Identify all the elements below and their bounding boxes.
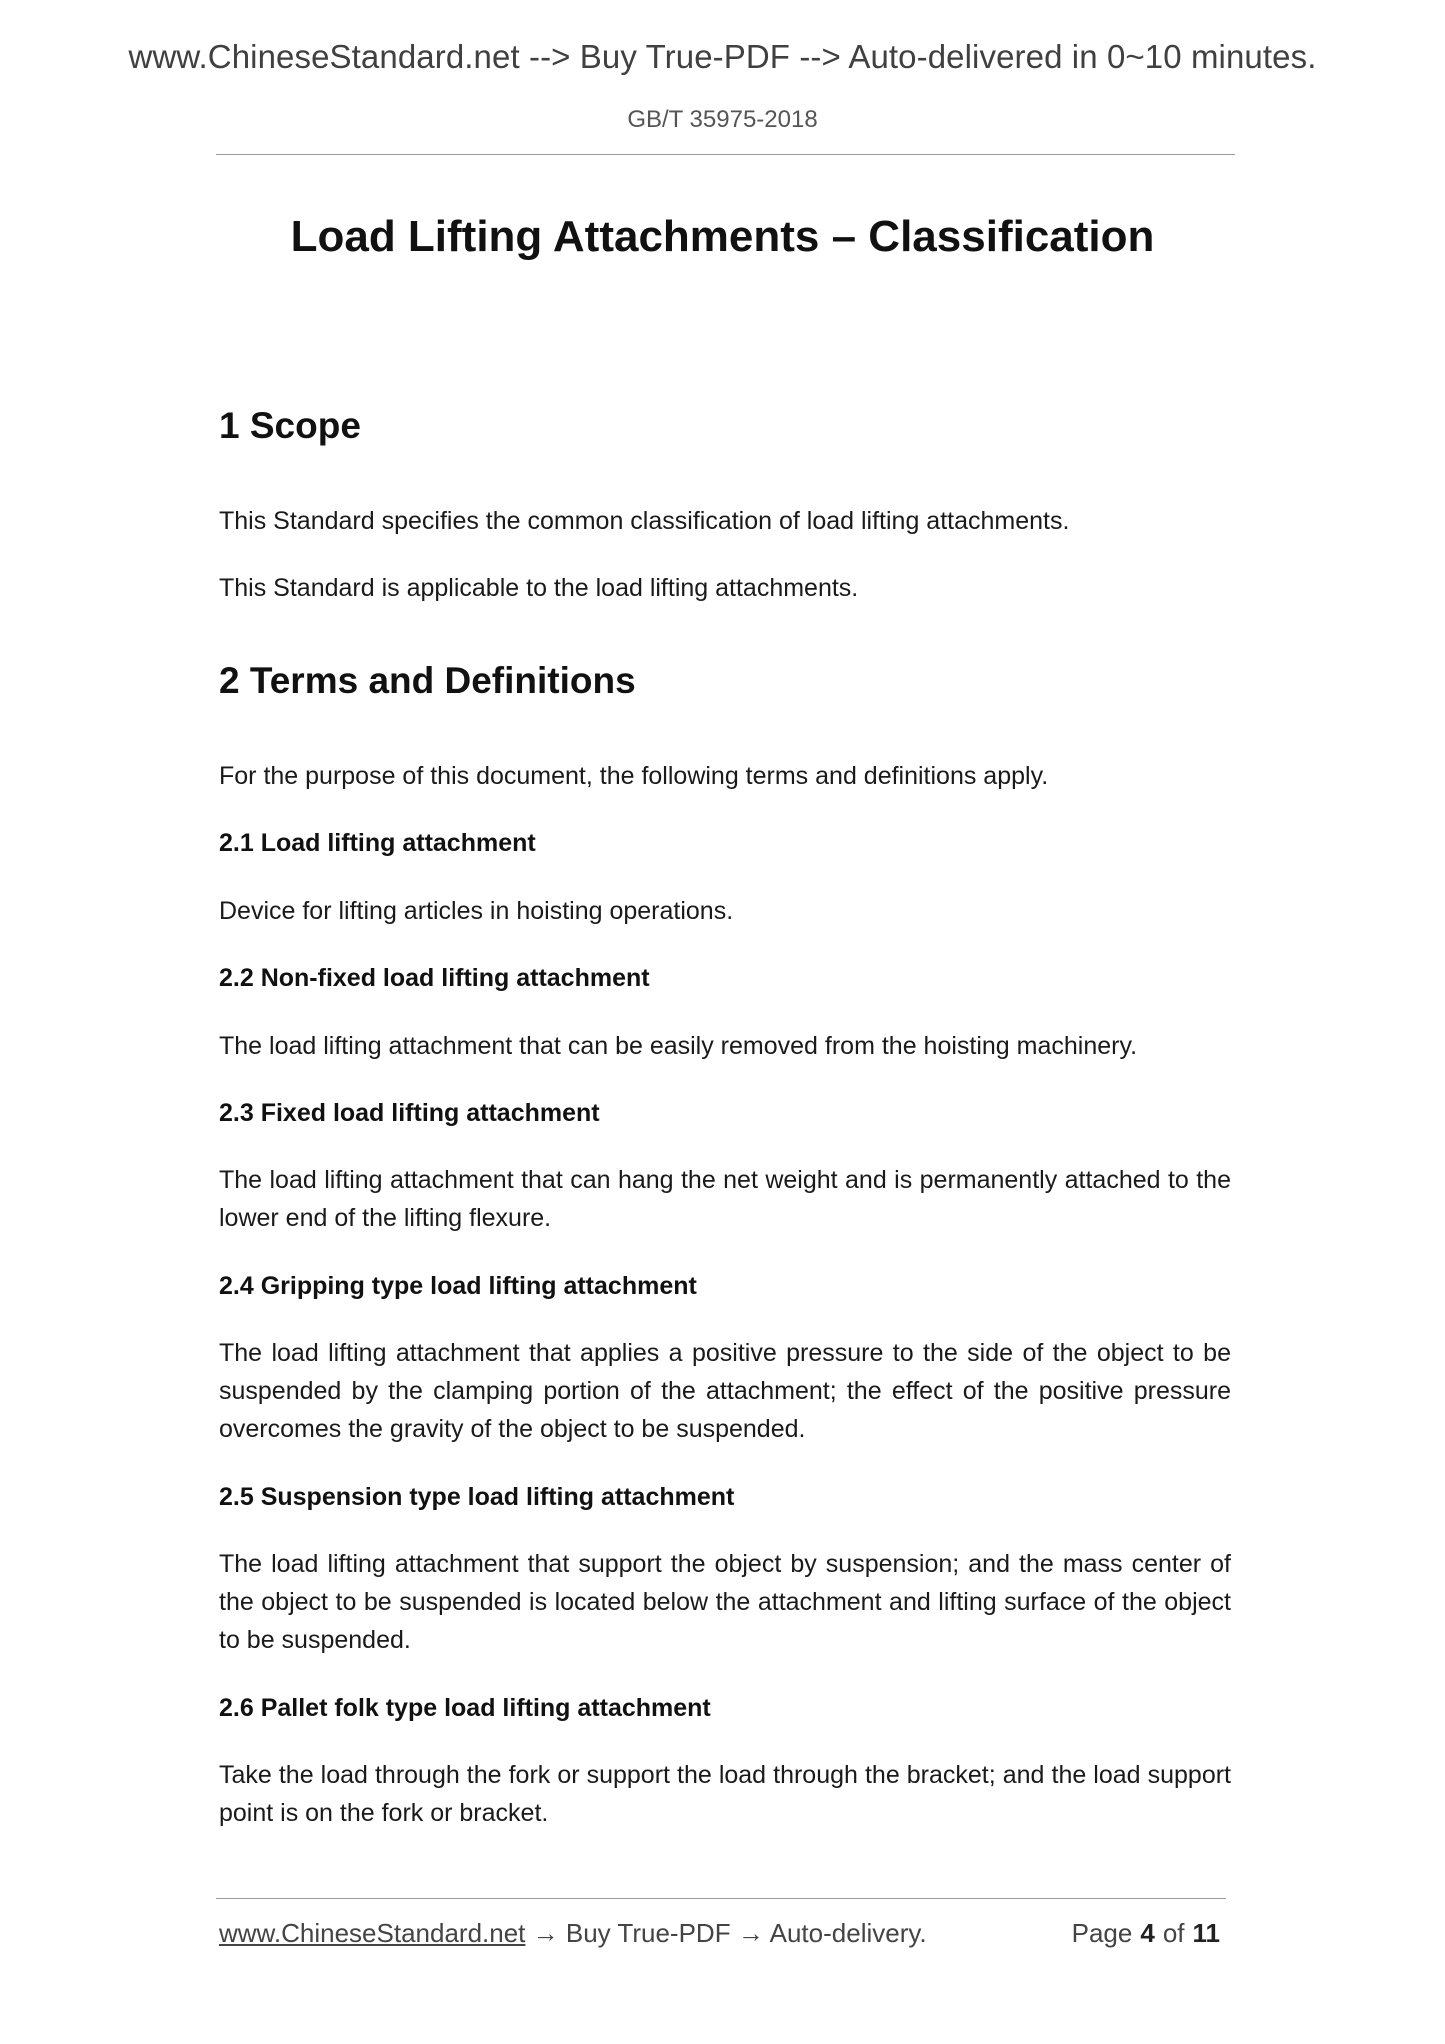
footer-buy-text: Buy True-PDF — [565, 1918, 731, 1948]
page-label: Page — [1071, 1918, 1133, 1948]
standard-code: GB/T 35975-2018 — [627, 106, 818, 133]
arrow-right-icon: → — [532, 1918, 559, 1948]
term-definition-2-2: The load lifting attachment that can be easily removed from the hoisting machinery. — [219, 1032, 1138, 1060]
term-definition-2-3: The load lifting attachment that can hang the net weight and is permanently attached to the lower end of the lifting flexure. — [219, 1166, 1231, 1232]
footer-delivery-text: Auto-delivery. — [769, 1918, 927, 1948]
scope-paragraph-1: This Standard specifies the common classification of load lifting attachments. — [219, 507, 1070, 535]
arrow-right-icon: → — [737, 1918, 764, 1948]
footer-divider — [216, 1898, 1226, 1899]
scope-paragraph-2: This Standard is applicable to the load lifting attachments. — [219, 574, 859, 602]
page-number: 4 — [1140, 1918, 1155, 1948]
term-heading-2-4: 2.4 Gripping type load lifting attachment — [219, 1272, 697, 1300]
term-definition-2-5: The load lifting attachment that support the object by suspension; and the mass center of the object to be suspended is located below the attachment and lifting surface of the object to be suspended. — [219, 1550, 1231, 1654]
term-heading-2-1: 2.1 Load lifting attachment — [219, 829, 536, 857]
term-heading-2-5: 2.5 Suspension type load lifting attachment — [219, 1483, 735, 1511]
term-definition-2-6: Take the load through the fork or support the load through the bracket; and the load support point is on the fork or bracket. — [219, 1761, 1231, 1827]
terms-intro: For the purpose of this document, the following terms and definitions apply. — [219, 762, 1049, 790]
term-heading-2-3: 2.3 Fixed load lifting attachment — [219, 1099, 600, 1127]
term-heading-2-6: 2.6 Pallet folk type load lifting attachment — [219, 1694, 711, 1722]
footer-promo — [219, 1918, 927, 1949]
document-title: Load Lifting Attachments – Classification — [290, 212, 1155, 261]
header-divider — [216, 154, 1235, 155]
of-label: of — [1162, 1918, 1185, 1948]
term-definition-2-1: Device for lifting articles in hoisting operations. — [219, 897, 734, 925]
page-indicator — [1072, 1918, 1220, 1949]
section-heading-terms: 2 Terms and Definitions — [219, 660, 636, 701]
term-definition-2-4: The load lifting attachment that applies a positive pressure to the side of the object to be suspended by the clamping portion of the attachment; the effect of the positive pressure overcomes the gravity of the object to be suspended. — [219, 1339, 1231, 1443]
section-heading-scope: 1 Scope — [219, 405, 361, 446]
page-total: 11 — [1192, 1918, 1220, 1948]
top-banner[interactable]: www.ChineseStandard.net --> Buy True-PDF --> Auto-delivered in 0~10 minutes. — [128, 38, 1317, 75]
term-heading-2-2: 2.2 Non-fixed load lifting attachment — [219, 964, 650, 992]
footer-site-link[interactable]: www.ChineseStandard.net — [219, 1918, 526, 1948]
